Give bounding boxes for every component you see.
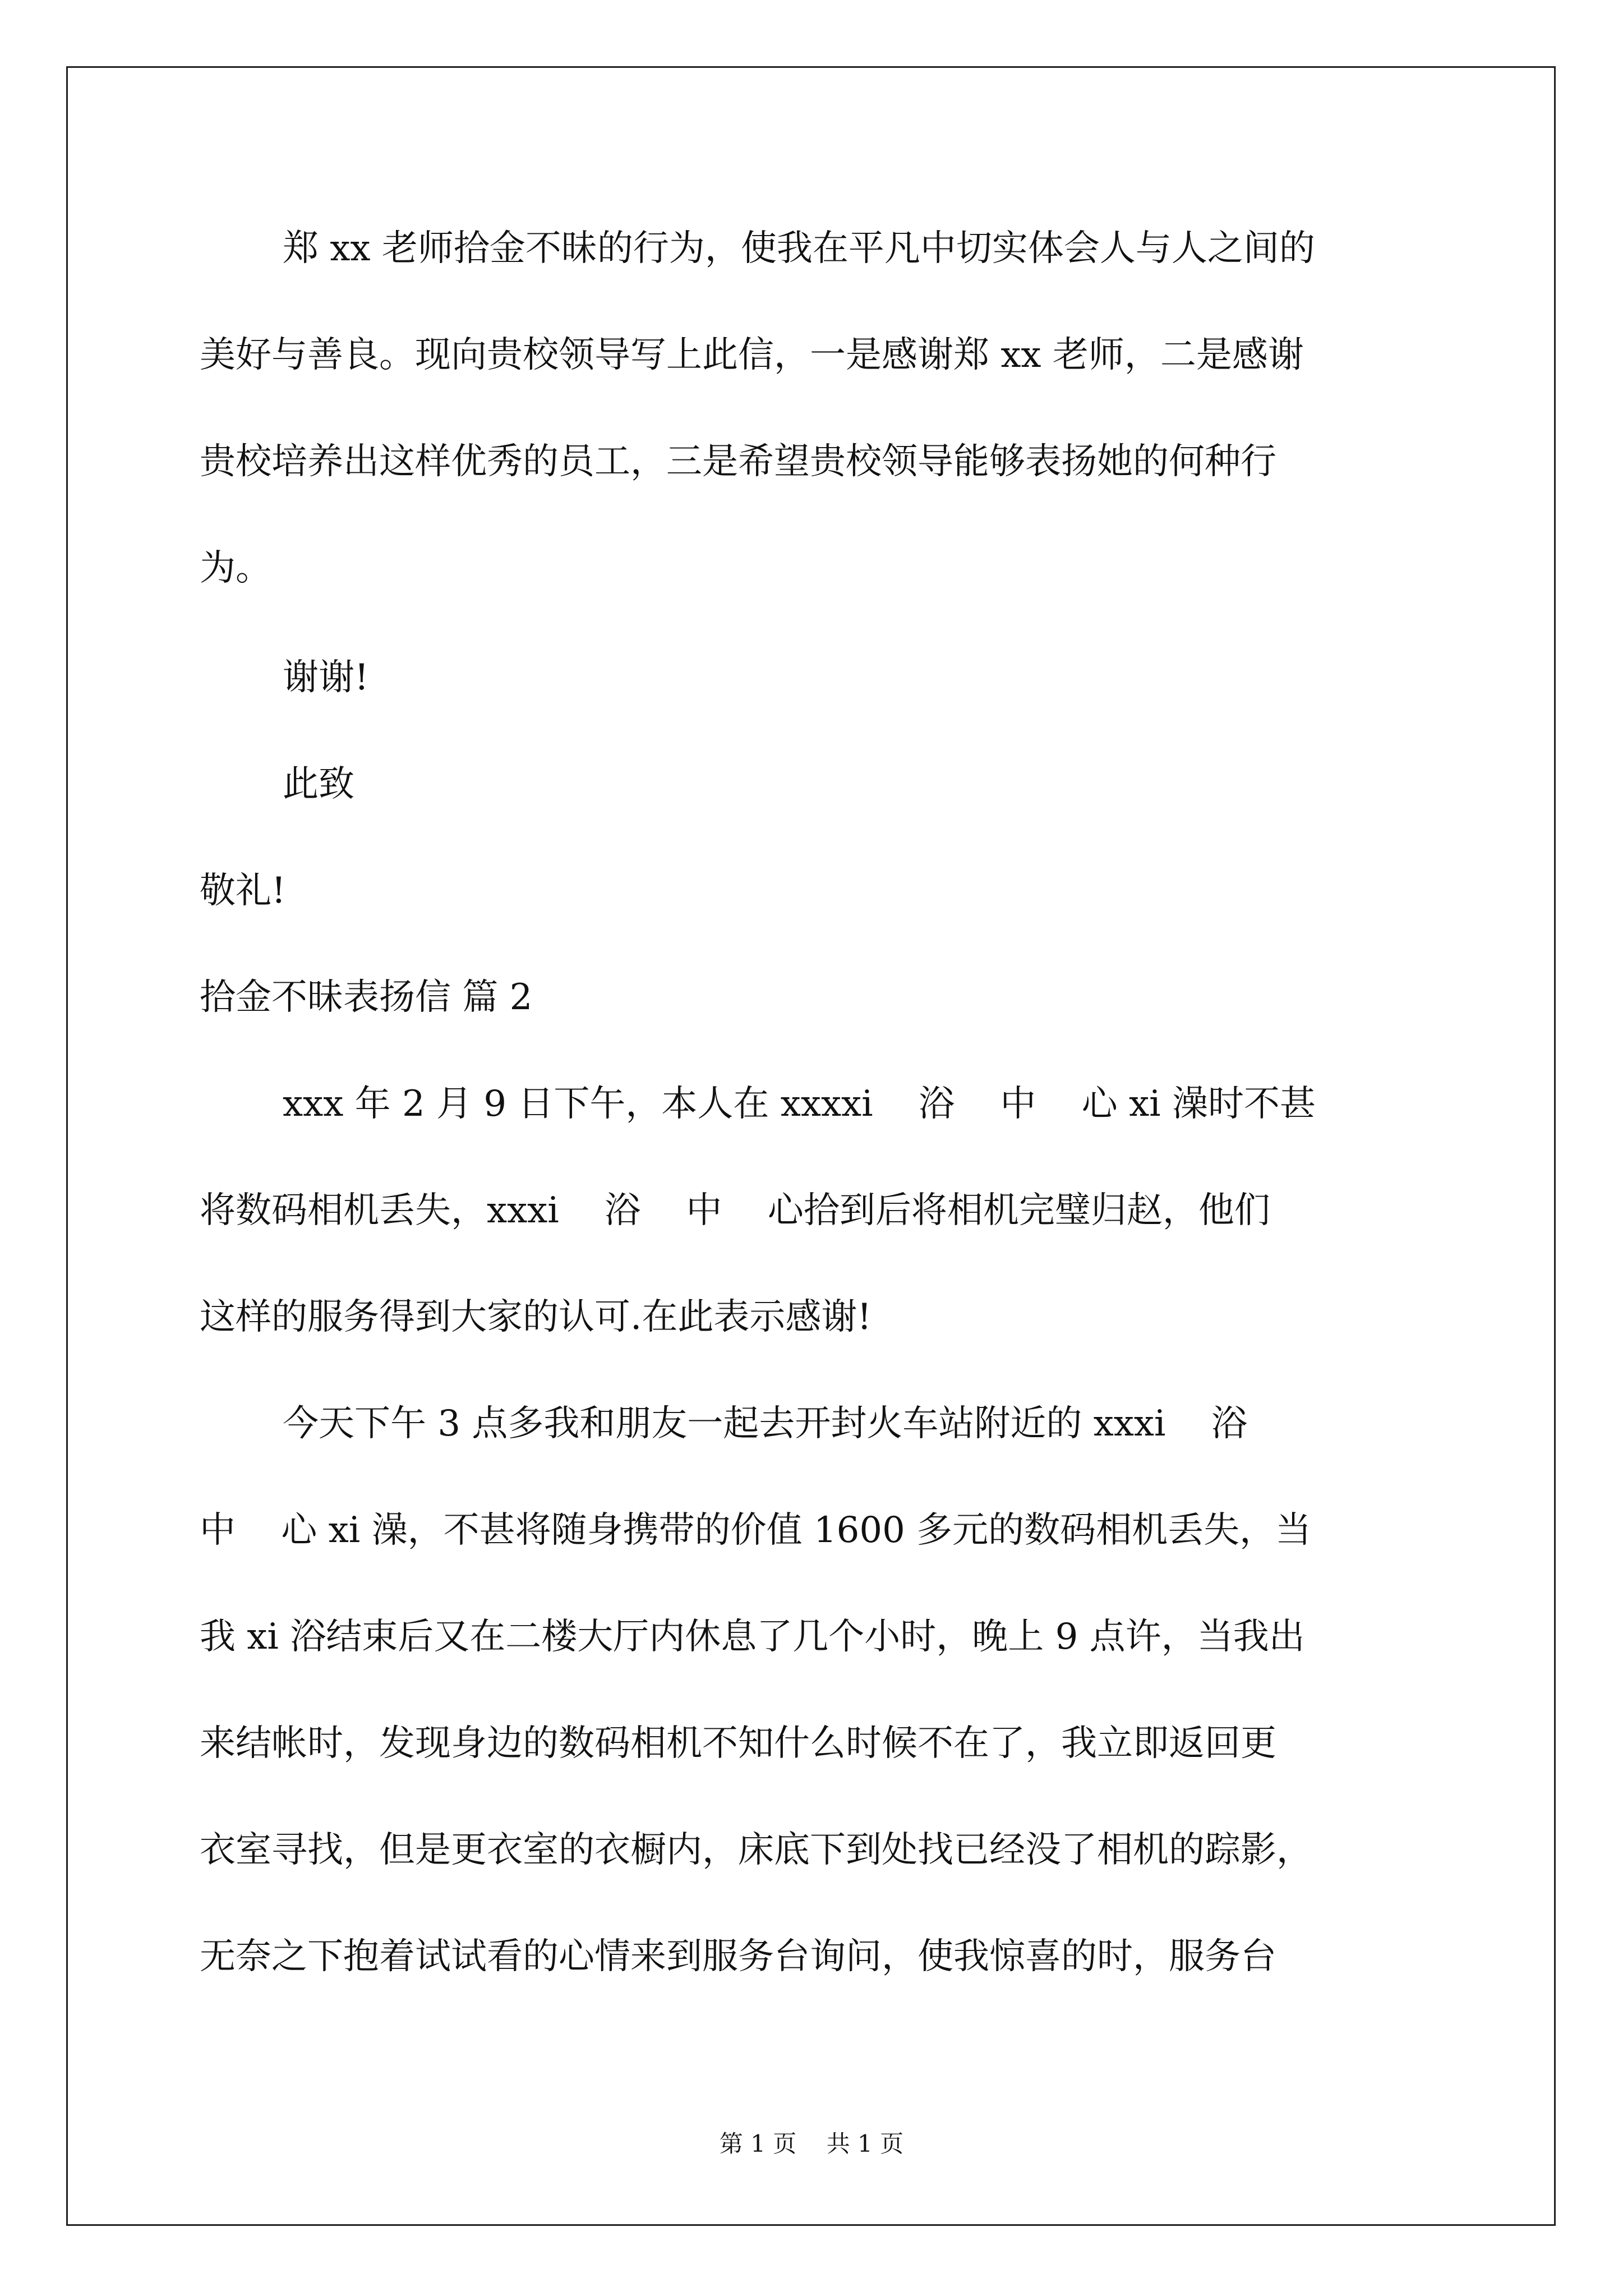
closing-line: 此致 [283,763,354,805]
salutation-line: 敬礼! [200,870,286,912]
paragraph-1-line-4: 为。 [200,547,271,589]
section-heading: 拾金不昧表扬信 篇 2 [200,977,533,1018]
paragraph-2-line-2: 将数码相机丢失，xxxi 浴 中 心拾到后将相机完璧归赵，他们 [200,1190,1270,1231]
paragraph-1-line-3: 贵校培养出这样优秀的员工，三是希望贵校领导能够表扬她的何种行 [200,441,1276,482]
page-footer: 第 1 页 共 1 页 [719,2130,904,2157]
thanks-line: 谢谢! [283,657,369,698]
page-border [66,66,1556,2226]
paragraph-3-line-3: 我 xi 浴结束后又在二楼大厅内休息了几个小时，晚上 9 点许，当我出 [200,1616,1305,1658]
paragraph-1-line-1: 郑 xx 老师拾金不昧的行为，使我在平凡中切实体会人与人之间的 [283,228,1315,269]
paragraph-2-line-1: xxx 年 2 月 9 日下午，本人在 xxxxi 浴 中 心 xi 澡时不甚 [283,1083,1316,1125]
paragraph-3-line-4: 来结帐时，发现身边的数码相机不知什么时候不在了，我立即返回更 [200,1723,1276,1764]
paragraph-3-line-5: 衣室寻找，但是更衣室的衣橱内，床底下到处找已经没了相机的踪影， [200,1829,1312,1871]
paragraph-3-line-1: 今天下午 3 点多我和朋友一起去开封火车站附近的 xxxi 浴 [283,1403,1247,1444]
paragraph-2-line-3: 这样的服务得到大家的认可.在此表示感谢! [200,1296,872,1338]
paragraph-3-line-2: 中 心 xi 澡，不甚将随身携带的价值 1600 多元的数码相机丢失，当 [200,1510,1312,1551]
paragraph-3-line-6: 无奈之下抱着试试看的心情来到服务台询问，使我惊喜的时，服务台 [200,1936,1276,1977]
paragraph-1-line-2: 美好与善良。现向贵校领导写上此信，一是感谢郑 xx 老师，二是感谢 [200,334,1304,376]
